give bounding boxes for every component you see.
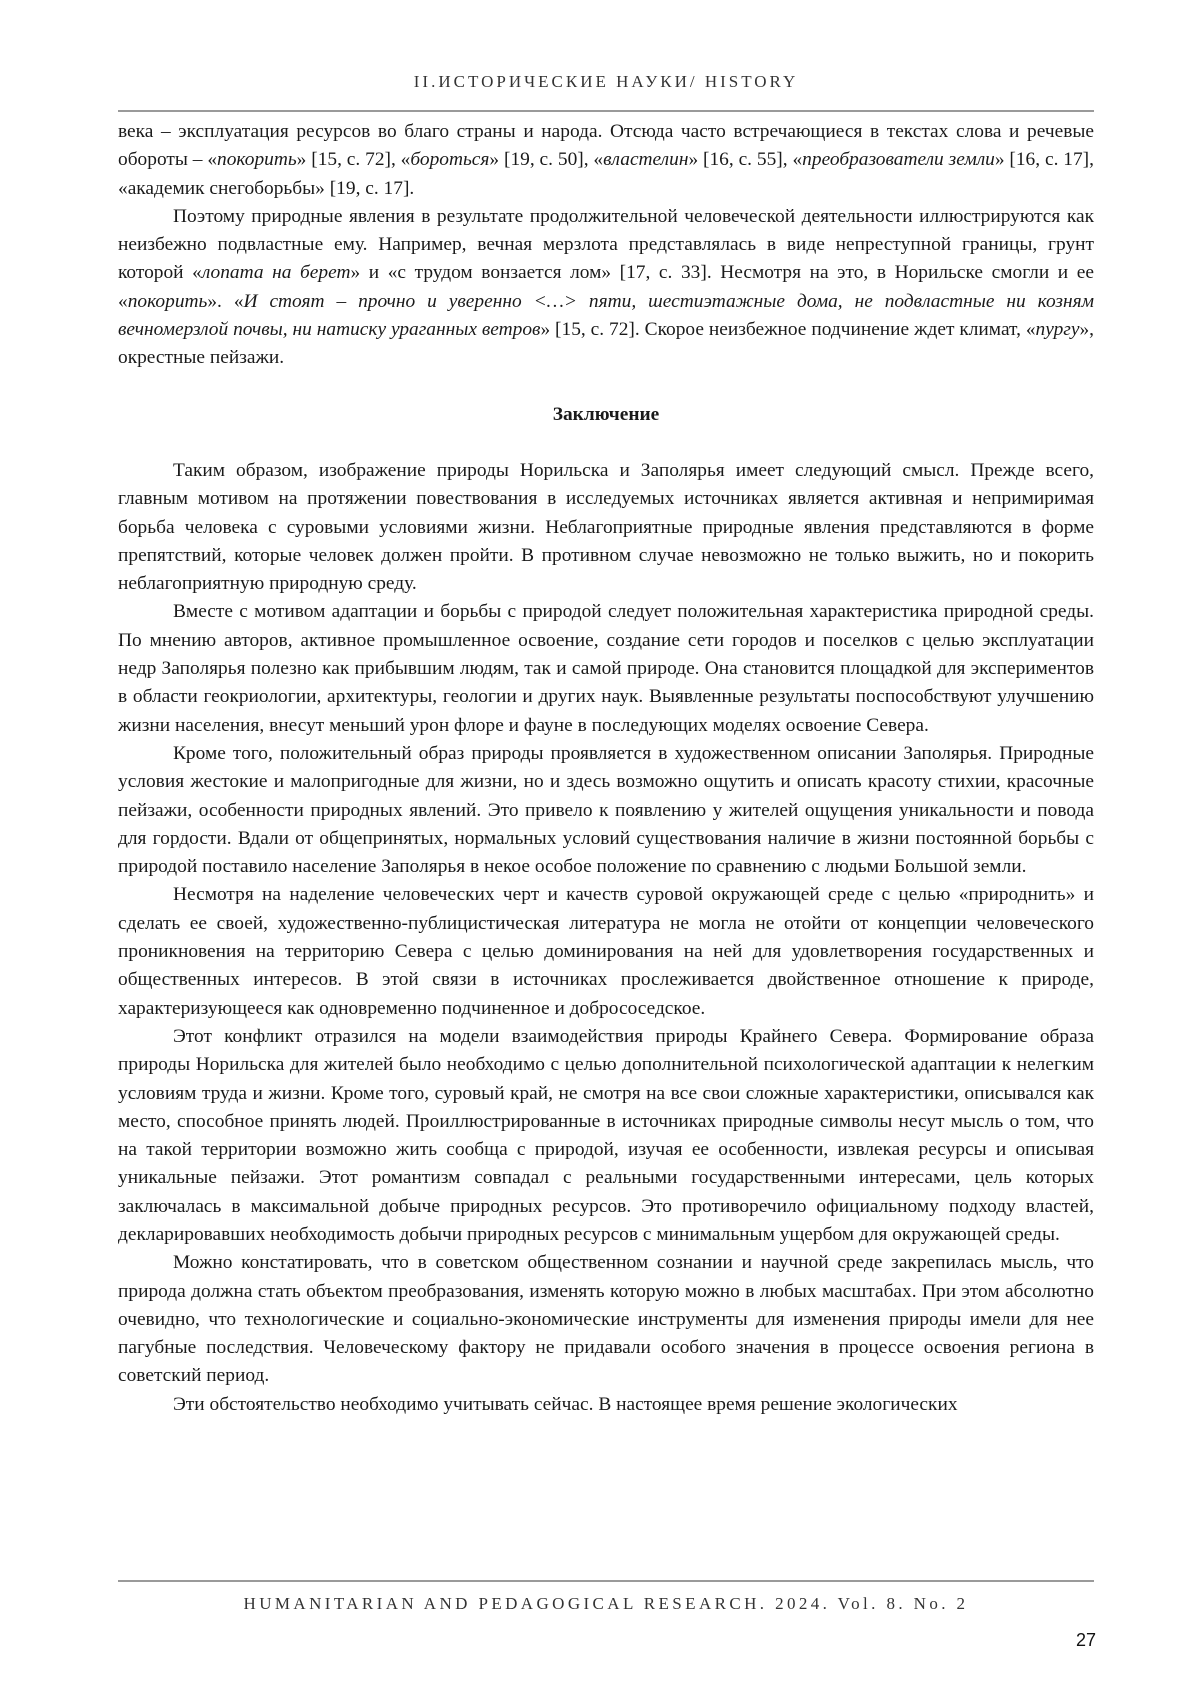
italic-quote: бороться	[410, 149, 490, 171]
paragraph-2: Поэтому природные явления в результате продолжительной человеческой деятельности иллюстрируются как неизбежно подвластные ему. Например, вечная мерзлота представлялась в виде непреступной границы, грунт которой «лопата на берет» и «с трудом вонзается лом» [17, с. 33]. Несмотря на это, в Норильске смогли и ее «покорить». «И стоят – прочно и уверенно <…> пяти, шестиэтажные дома, не подвластные ни козням вечномерзлой почвы, ни натиску ураганных ветров» [15, с. 72]. Скорое неизбежное подчинение ждет климат, «пургу», окрестные пейзажи.	[118, 205, 1094, 369]
paragraph-1: века – эксплуатация ресурсов во благо страны и народа. Отсюда часто встречающиеся в текстах слова и речевые обороты – «покорить» [15, с. 72], «бороться» [19, с. 50], «властелин» [16, с. 55], «преобразователи земли» [16, с. 17], «академик снегоборьбы» [19, с. 17].	[118, 121, 1094, 199]
italic-quote: лопата на берет	[201, 262, 351, 284]
paragraph-4: Вместе с мотивом адаптации и борьбы с природой следует положительная характеристика природной среды. По мнению авторов, активное промышленное освоение, создание сети городов и поселков с целью эксплуатации недр Заполярья полезно как прибывшим людям, так и самой природе. Она становится площадкой для экспериментов в области геокриологии, архитектуры, геологии и других наук. Выявленные результаты поспособствуют улучшению жизни населения, внесут меньший урон флоре и фауне в последующих моделях освоение Севера.	[118, 601, 1094, 736]
paragraph-8: Можно констатировать, что в советском общественном сознании и научной среде закрепилась мысль, что природа должна стать объектом преобразования, изменять которую можно в любых масштабах. При этом абсолютно очевидно, что технологические и социально-экономические инструменты для изменения природы имели для нее пагубные последствия. Человеческому фактору не придавали особого значения в процессе освоения региона в советский период.	[118, 1252, 1094, 1387]
running-header: II.ИСТОРИЧЕСКИЕ НАУКИ/ HISTORY	[413, 72, 799, 91]
paragraph-6: Несмотря на наделение человеческих черт и качеств суровой окружающей среде с целью «природнить» и сделать ее своей, художественно-публицистическая литература не могла не отойти от концепции человеческого проникновения на территорию Севера с целью доминирования на ней для удовлетворения государственных и общественных интересов. В этой связи в источниках прослеживается двойственное отношение к природе, характеризующееся как одновременно подчиненное и добрососедское.	[118, 884, 1094, 1019]
article-body	[118, 118, 1094, 1419]
header-divider	[118, 110, 1094, 112]
italic-quote: преобразователи земли	[802, 149, 995, 171]
italic-quote: И стоят – прочно и уверенно <…> пяти, шестиэтажные дома, не подвластные ни козням вечномерзлой почвы, ни натиску ураганных ветров	[118, 290, 1094, 341]
paragraph-3: Таким образом, изображение природы Норильска и Заполярья имеет следующий смысл. Прежде всего, главным мотивом на протяжении повествования в исследуемых источниках является активная и непримиримая борьба человека с суровыми условиями жизни. Неблагоприятные природные явления представляются в форме препятствий, которые человек должен пройти. В противном случае невозможно не только выжить, но и покорить неблагоприятную природную среду.	[118, 459, 1094, 595]
journal-footer: HUMANITARIAN AND PEDAGOGICAL RESEARCH. 2024. Vol. 8. No. 2	[243, 1594, 969, 1613]
italic-quote: пургу	[1035, 319, 1080, 341]
italic-quote: властелин	[603, 149, 689, 171]
italic-quote: покорить	[217, 149, 297, 171]
page-number: 27	[1075, 1630, 1096, 1650]
paragraph-9: Эти обстоятельство необходимо учитывать сейчас. В настоящее время решение экологических	[173, 1393, 958, 1415]
footer-divider	[118, 1580, 1094, 1582]
paragraph-7: Этот конфликт отразился на модели взаимодействия природы Крайнего Севера. Формирование образа природы Норильска для жителей было необходимо с целью дополнительной психологической адаптации к нелегким условиям труда и жизни. Кроме того, суровый край, не смотря на все свои сложные характеристики, описывался как место, способное принять людей. Проиллюстрированные в источниках природные символы несут мысль о том, что на такой территории возможно жить сообща с природой, изучая ее особенности, извлекая ресурсы и описывая уникальные пейзажи. Этот романтизм совпадал с реальными государственными интересами, цель которых заключалась в максимальной добыче природных ресурсов. Это противоречило официальному подходу властей, декларировавших необходимость добычи природных ресурсов с минимальным ущербом для окружающей среды.	[118, 1025, 1094, 1245]
section-heading-conclusion: Заключение	[552, 403, 660, 425]
paragraph-5: Кроме того, положительный образ природы проявляется в художественном описании Заполярья. Природные условия жестокие и малопригодные для жизни, но и здесь возможно ощутить и описать красоту стихии, красочные пейзажи, особенности природных явлений. Это привело к появлению у жителей ощущения уникальности и повода для гордости. Вдали от общепринятых, нормальных условий существования наличие в жизни постоянной борьбы с природой поставило население Заполярья в некое особое положение по сравнению с людьми Большой земли.	[118, 742, 1094, 878]
italic-quote: покорить	[127, 290, 208, 312]
